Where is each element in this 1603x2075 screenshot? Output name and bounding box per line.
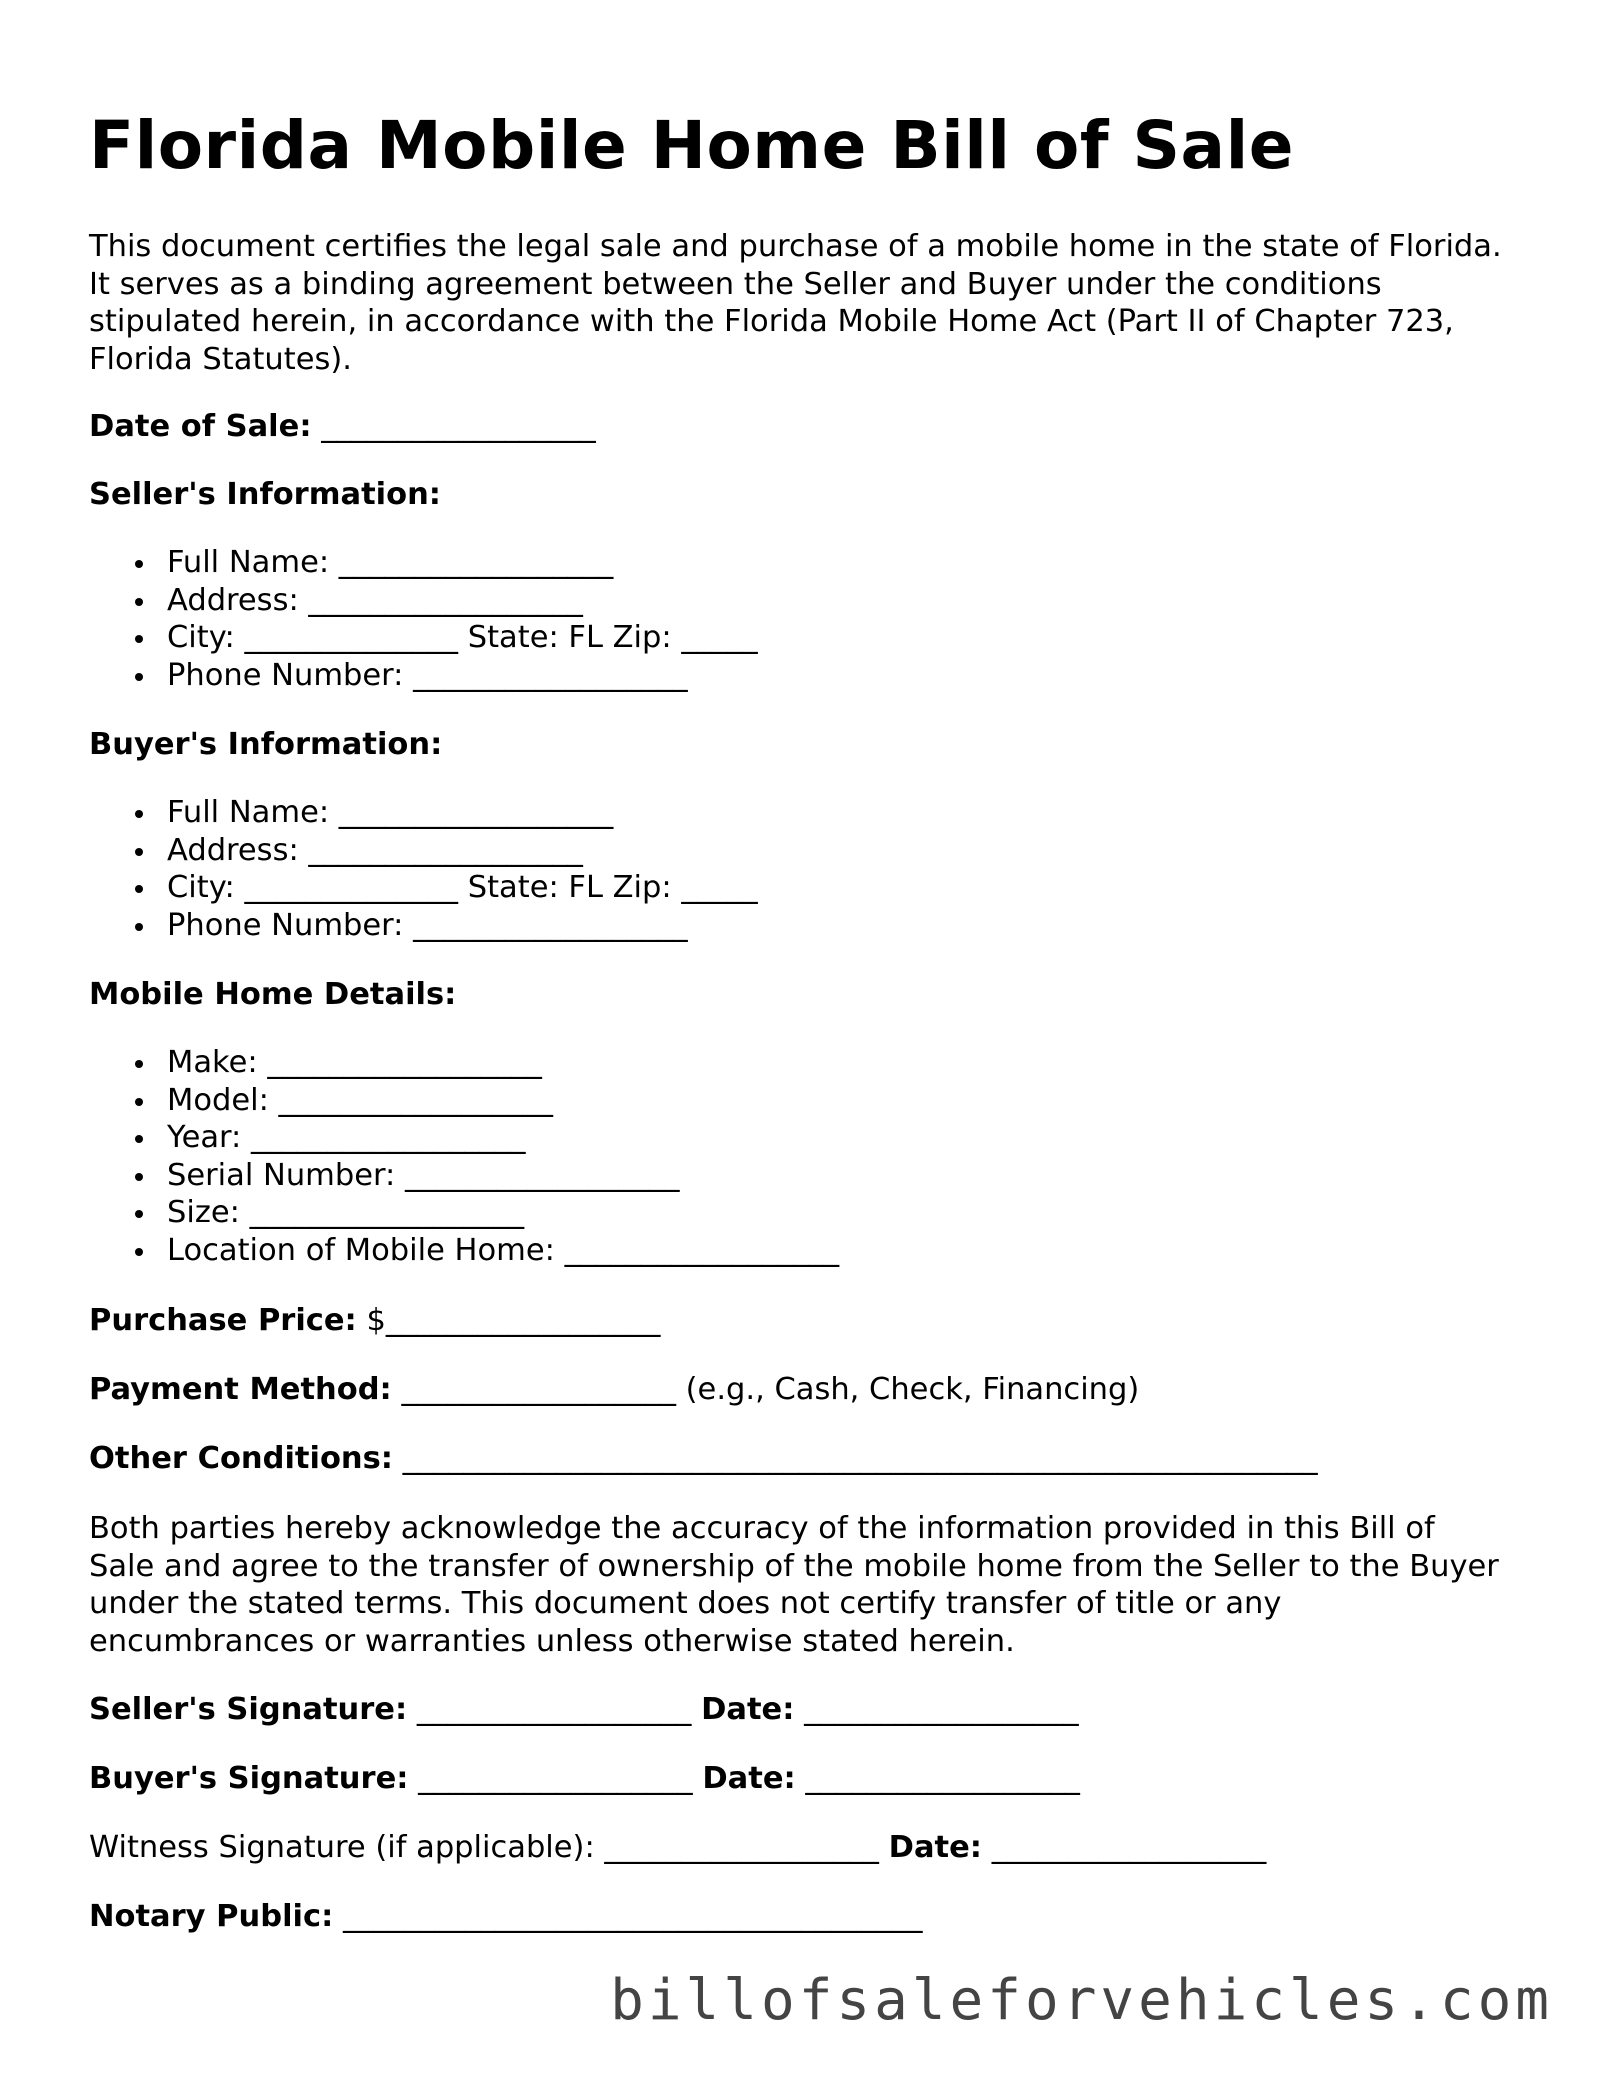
year-field[interactable]: Year: __________________ [89,1119,839,1157]
seller-signature-label: Seller's Signature: [89,1692,408,1727]
witness-signature-line [89,1829,1266,1867]
buyer-full-name-field[interactable]: Full Name: __________________ [89,794,758,832]
buyer-signature-field[interactable]: __________________ [408,1761,703,1796]
serial-number-field[interactable]: Serial Number: __________________ [89,1157,839,1195]
purchase-price-field[interactable]: $__________________ [356,1303,661,1338]
notary-line [89,1898,922,1936]
notary-label: Notary Public: [89,1899,334,1934]
seller-full-name-field[interactable]: Full Name: __________________ [89,544,758,582]
buyer-city-state-zip-field[interactable]: City: ______________ State: FL Zip: _____ [89,869,758,907]
witness-signature-field[interactable]: Witness Signature (if applicable): __________________ [89,1830,889,1865]
purchase-price-line [89,1302,660,1340]
seller-info-list [89,544,758,694]
payment-method-line [89,1371,1139,1409]
other-conditions-field[interactable]: ____________________________________________________________ [392,1441,1318,1476]
document-title: Florida Mobile Home Bill of Sale [89,107,1294,184]
payment-method-field[interactable]: __________________ (e.g., Cash, Check, Financing) [391,1372,1140,1407]
mobile-home-details-list [89,1044,839,1269]
intro-paragraph: This document certifies the legal sale and purchase of a mobile home in the state of Florida. It serves as a binding agreement between the Seller and Buyer under the conditions stipulated herein, in accordance with the Florida Mobile Home Act (Part II of Chapter 723, Florida Statutes). [89,229,1502,377]
size-field[interactable]: Size: __________________ [89,1194,839,1232]
purchase-price-label: Purchase Price: [89,1303,357,1338]
notary-field[interactable]: ______________________________________ [333,1899,923,1934]
buyer-date-field[interactable]: __________________ [795,1761,1080,1796]
make-field[interactable]: Make: __________________ [89,1044,839,1082]
model-field[interactable]: Model: __________________ [89,1082,839,1120]
acknowledgement-paragraph: Both parties hereby acknowledge the accuracy of the information provided in this Bill of Sale and agree to the transfer of ownership of the mobile home from the Seller to the Buyer under the stated terms. This document does not certify transfer of title or any encumbrances or warranties unless otherwise stated herein. [89,1511,1499,1659]
date-of-sale-field[interactable]: __________________ [311,409,596,444]
seller-signature-field[interactable]: __________________ [407,1692,702,1727]
buyer-heading: Buyer's Information: [89,727,443,762]
mobile-home-heading: Mobile Home Details: [89,977,457,1012]
seller-date-field[interactable]: __________________ [794,1692,1079,1727]
seller-signature-line [89,1691,1079,1729]
date-of-sale-label: Date of Sale: [89,409,312,444]
buyer-signature-label: Buyer's Signature: [89,1761,409,1796]
payment-method-label: Payment Method: [89,1372,392,1407]
other-conditions-line [89,1440,1318,1478]
date-of-sale-line [89,408,596,446]
location-field[interactable]: Location of Mobile Home: __________________ [89,1232,839,1270]
buyer-signature-line [89,1760,1080,1798]
buyer-info-list [89,794,758,944]
site-watermark: billofsaleforvehicles.com [610,1968,1553,2033]
buyer-address-field[interactable]: Address: __________________ [89,832,758,870]
seller-address-field[interactable]: Address: __________________ [89,582,758,620]
witness-date-field[interactable]: __________________ [982,1830,1267,1865]
seller-date-label: Date: [701,1692,795,1727]
seller-city-state-zip-field[interactable]: City: ______________ State: FL Zip: _____ [89,619,758,657]
seller-phone-field[interactable]: Phone Number: __________________ [89,657,758,695]
witness-date-label: Date: [888,1830,982,1865]
buyer-phone-field[interactable]: Phone Number: __________________ [89,907,758,945]
buyer-date-label: Date: [702,1761,796,1796]
other-conditions-label: Other Conditions: [89,1441,393,1476]
seller-heading: Seller's Information: [89,477,441,512]
